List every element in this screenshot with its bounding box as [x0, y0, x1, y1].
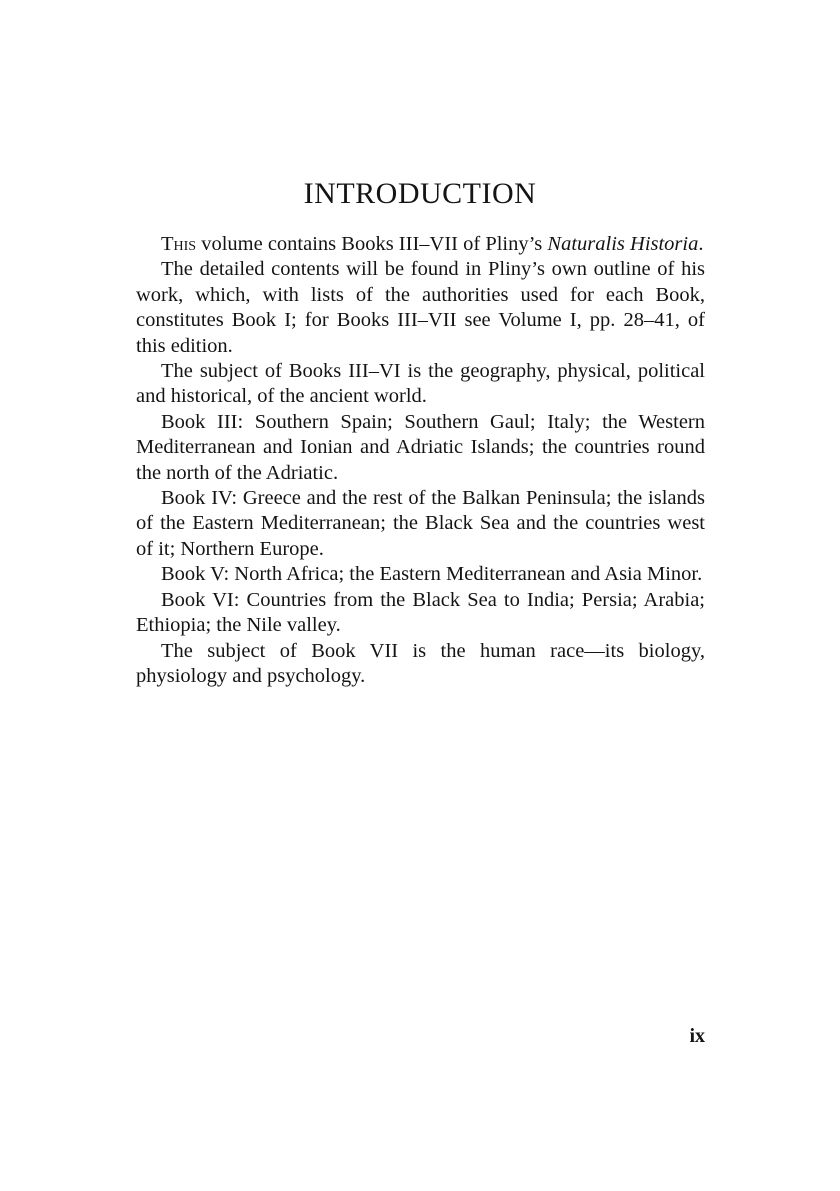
paragraph-volume-contents: [136, 232, 705, 257]
small-caps-lead: This: [161, 233, 197, 255]
paragraph-book-vi: Book VI: Countries from the Black Sea to India; Persia; Arabia; Ethiopia; the Nile valley.: [136, 588, 705, 637]
paragraph-book-iii: Book III: Southern Spain; Southern Gaul; Italy; the Western Mediterranean and Ionian and Adriatic Islands; the countries round the north of the Adriatic.: [136, 410, 705, 484]
page-title: INTRODUCTION: [303, 177, 537, 210]
paragraph-detailed-contents: The detailed contents will be found in Pliny’s own outline of his work, which, with lists of the authorities used for each Book, constitutes Book I; for Books III–VII see Volume I, pp. 28–41, of this edition.: [136, 258, 705, 357]
paragraph-text: volume contains Books III–VII of Pliny’s: [196, 233, 548, 255]
paragraph-text: .: [698, 233, 704, 255]
work-title-italic: Naturalis Historia: [547, 233, 699, 255]
page-number: ix: [689, 1025, 705, 1047]
paragraph-subject-geography: The subject of Books III–VI is the geography, physical, political and historical, of the ancient world.: [136, 360, 705, 408]
paragraph-book-v: Book V: North Africa; the Eastern Mediterranean and Asia Minor.: [161, 563, 703, 586]
paragraph-book-vii: The subject of Book VII is the human race—its biology, physiology and psychology.: [136, 639, 705, 687]
paragraph-book-iv: Book IV: Greece and the rest of the Balkan Peninsula; the islands of the Eastern Mediterranean; the Black Sea and the countries west of it; Northern Europe.: [136, 487, 705, 560]
introduction-text: [136, 232, 705, 689]
